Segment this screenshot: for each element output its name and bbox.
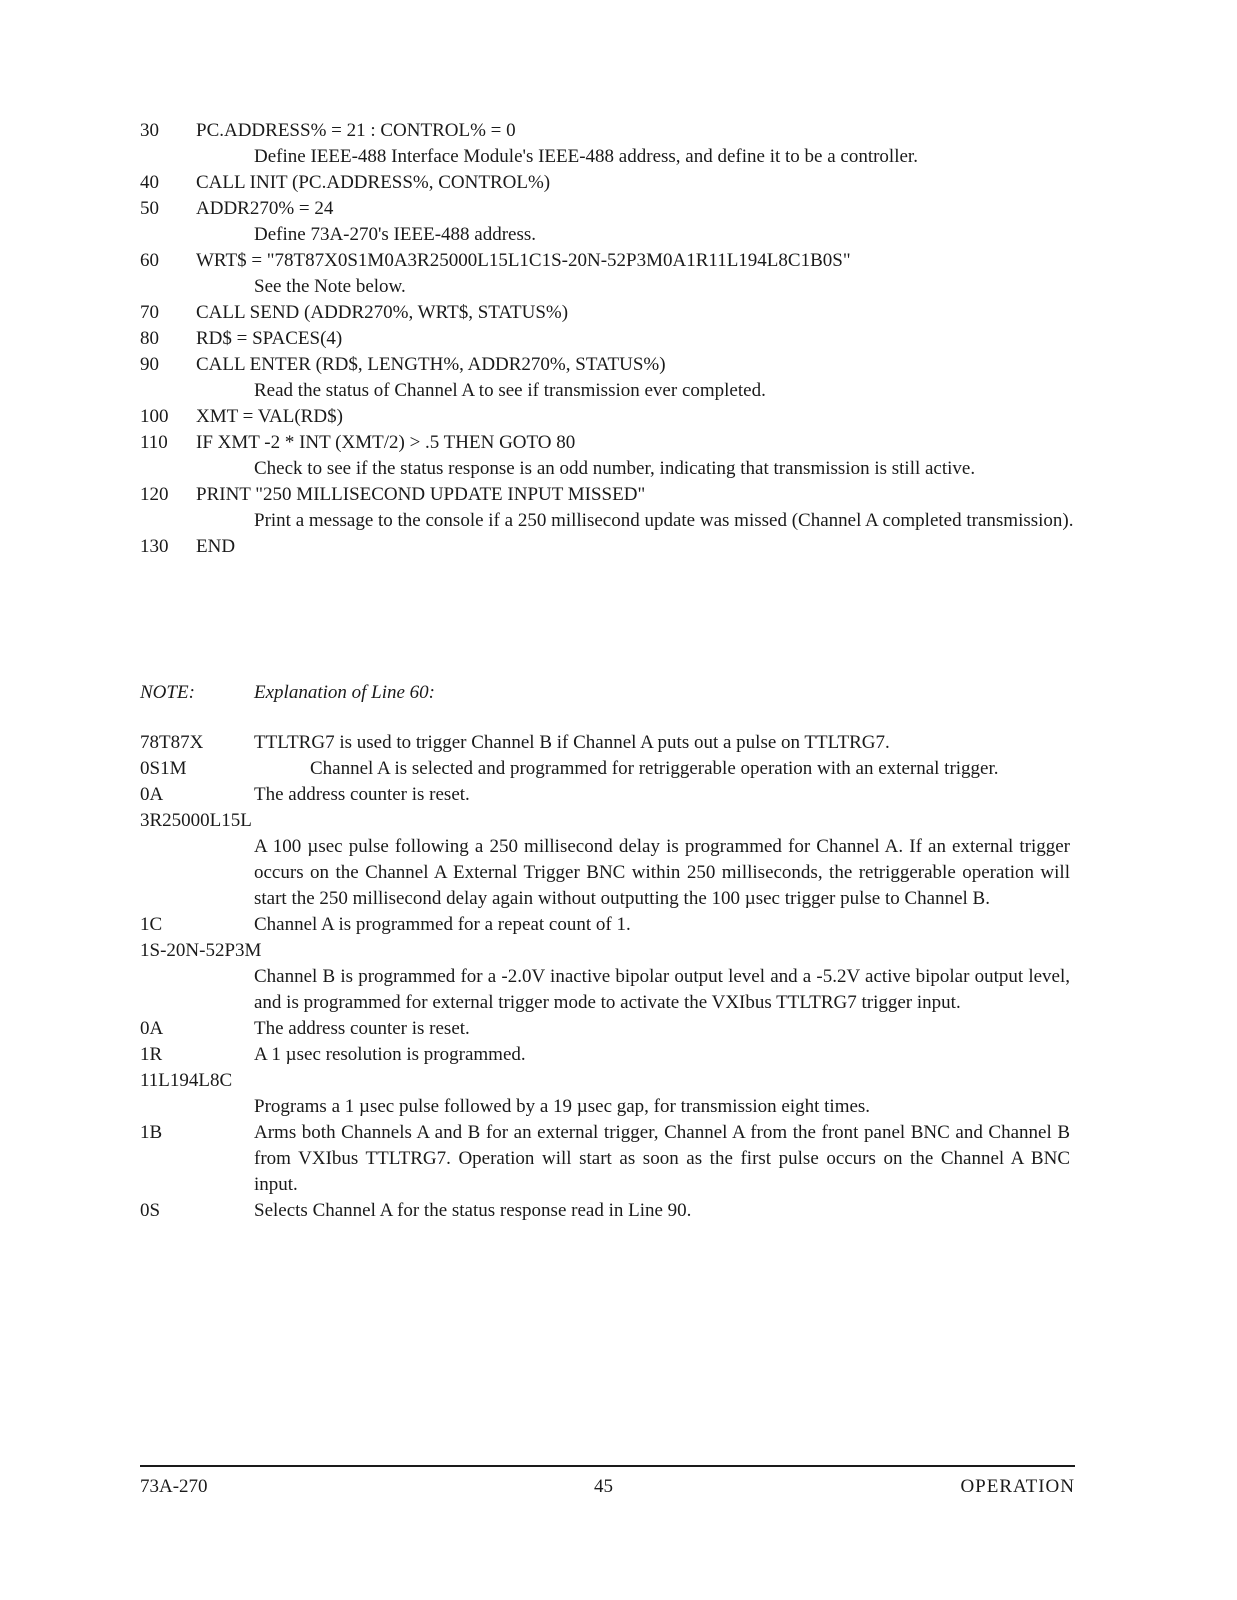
entry-text: Programs a 1 µsec pulse followed by a 19 µsec gap, for transmission eight times. (254, 1096, 871, 1117)
entry-code: 78T87X (140, 732, 204, 753)
entry-code: 1B (140, 1122, 163, 1143)
line-code: END (196, 536, 236, 557)
entry-code: 1C (140, 914, 163, 935)
note-heading (140, 680, 435, 706)
note-label: NOTE: (140, 682, 195, 703)
note-entry (140, 782, 1085, 808)
listing-line-60 (140, 248, 1085, 300)
line-code: CALL ENTER (RD$, LENGTH%, ADDR270%, STATUS%) (196, 354, 666, 375)
note-entry (140, 1120, 1085, 1198)
line-description: Check to see if the status response is an odd number, indicating that transmission is still active. (254, 458, 976, 479)
footer-divider (140, 1465, 1075, 1467)
line-code: IF XMT -2 * INT (XMT/2) > .5 THEN GOTO 80 (196, 432, 576, 453)
page-number: 45 (594, 1476, 613, 1497)
line-code: ADDR270% = 24 (196, 198, 334, 219)
line-number: 130 (140, 536, 169, 557)
line-description: Define IEEE-488 Interface Module's IEEE-488 address, and define it to be a controller. (254, 146, 918, 167)
listing-line-40 (140, 170, 1085, 196)
line-number: 30 (140, 120, 159, 141)
line-code: RD$ = SPACES(4) (196, 328, 343, 349)
line-number: 50 (140, 198, 159, 219)
note-entry (140, 1198, 1085, 1224)
note-entry (140, 912, 1085, 938)
entry-text: The address counter is reset. (254, 784, 470, 805)
entry-code: 11L194L8C (140, 1070, 233, 1091)
entry-code: 0S1M (140, 758, 187, 779)
entry-code: 1R (140, 1044, 163, 1065)
footer-model: 73A-270 (140, 1476, 208, 1497)
line-number: 40 (140, 172, 159, 193)
entry-text: A 100 µsec pulse following a 250 millisecond delay is programmed for Channel A. If an external trigger occurs on the Channel A External Trigger BNC within 250 milliseconds, the retriggerable operation will start the 250 millisecond delay again without outputting the 100 µsec trigger pulse to Channel B. (254, 836, 1070, 909)
listing-line-50 (140, 196, 1085, 248)
entry-code: 0S (140, 1200, 161, 1221)
note-entry (140, 756, 1085, 782)
line-number: 110 (140, 432, 168, 453)
line-code: WRT$ = "78T87X0S1M0A3R25000L15L1C1S-20N-52P3M0A1R11L194L8C1B0S" (196, 250, 851, 271)
note-entry (140, 1068, 1085, 1120)
note-entry (140, 808, 1085, 912)
note-entry (140, 938, 1085, 1016)
line-number: 60 (140, 250, 159, 271)
note-entry (140, 1042, 1085, 1068)
entry-code: 1S-20N-52P3M (140, 940, 262, 961)
footer-section: OPERATION (960, 1476, 1075, 1497)
listing-line-80 (140, 326, 1085, 352)
entry-text: Channel B is programmed for a -2.0V inactive bipolar output level and a -5.2V active bipolar output level, and is programmed for external trigger mode to activate the VXIbus TTLTRG7 trigger input. (254, 966, 1070, 1013)
line-number: 120 (140, 484, 169, 505)
entry-code: 0A (140, 784, 164, 805)
entry-text: TTLTRG7 is used to trigger Channel B if Channel A puts out a pulse on TTLTRG7. (254, 732, 890, 753)
listing-line-90 (140, 352, 1085, 404)
line-code: PRINT "250 MILLISECOND UPDATE INPUT MISSED" (196, 484, 646, 505)
line-description: See the Note below. (254, 276, 406, 297)
line-code: XMT = VAL(RD$) (196, 406, 343, 427)
line-code: PC.ADDRESS% = 21 : CONTROL% = 0 (196, 120, 516, 141)
line-number: 80 (140, 328, 159, 349)
note-entry (140, 730, 1085, 756)
entry-text: Selects Channel A for the status response read in Line 90. (254, 1200, 692, 1221)
note-entry (140, 1016, 1085, 1042)
line-number: 90 (140, 354, 159, 375)
entry-text: Channel A is selected and programmed for retriggerable operation with an external trigger. (310, 758, 999, 779)
listing-line-110 (140, 430, 1085, 482)
listing-line-120 (140, 482, 1085, 534)
listing-line-30 (140, 118, 1085, 170)
line-code: CALL SEND (ADDR270%, WRT$, STATUS%) (196, 302, 569, 323)
line-code: CALL INIT (PC.ADDRESS%, CONTROL%) (196, 172, 551, 193)
entry-text: The address counter is reset. (254, 1018, 470, 1039)
entry-code: 0A (140, 1018, 164, 1039)
listing-line-130 (140, 534, 1085, 560)
line-description: Define 73A-270's IEEE-488 address. (254, 224, 537, 245)
entry-code: 3R25000L15L (140, 810, 252, 831)
line-number: 100 (140, 406, 169, 427)
line-number: 70 (140, 302, 159, 323)
entry-text: Arms both Channels A and B for an external trigger, Channel A from the front panel BNC and Channel B from VXIbus TTLTRG7. Operation will start as soon as the first pulse occurs on the Channel A BNC input. (254, 1122, 1070, 1195)
listing-line-70 (140, 300, 1085, 326)
note-explanations (140, 730, 1085, 1224)
entry-text: A 1 µsec resolution is programmed. (254, 1044, 526, 1065)
program-listing (140, 118, 1085, 560)
note-title: Explanation of Line 60: (254, 682, 436, 703)
entry-text: Channel A is programmed for a repeat count of 1. (254, 914, 631, 935)
line-description: Print a message to the console if a 250 millisecond update was missed (Channel A completed transmission). (254, 510, 1074, 531)
line-description: Read the status of Channel A to see if transmission ever completed. (254, 380, 766, 401)
listing-line-100 (140, 404, 1085, 430)
